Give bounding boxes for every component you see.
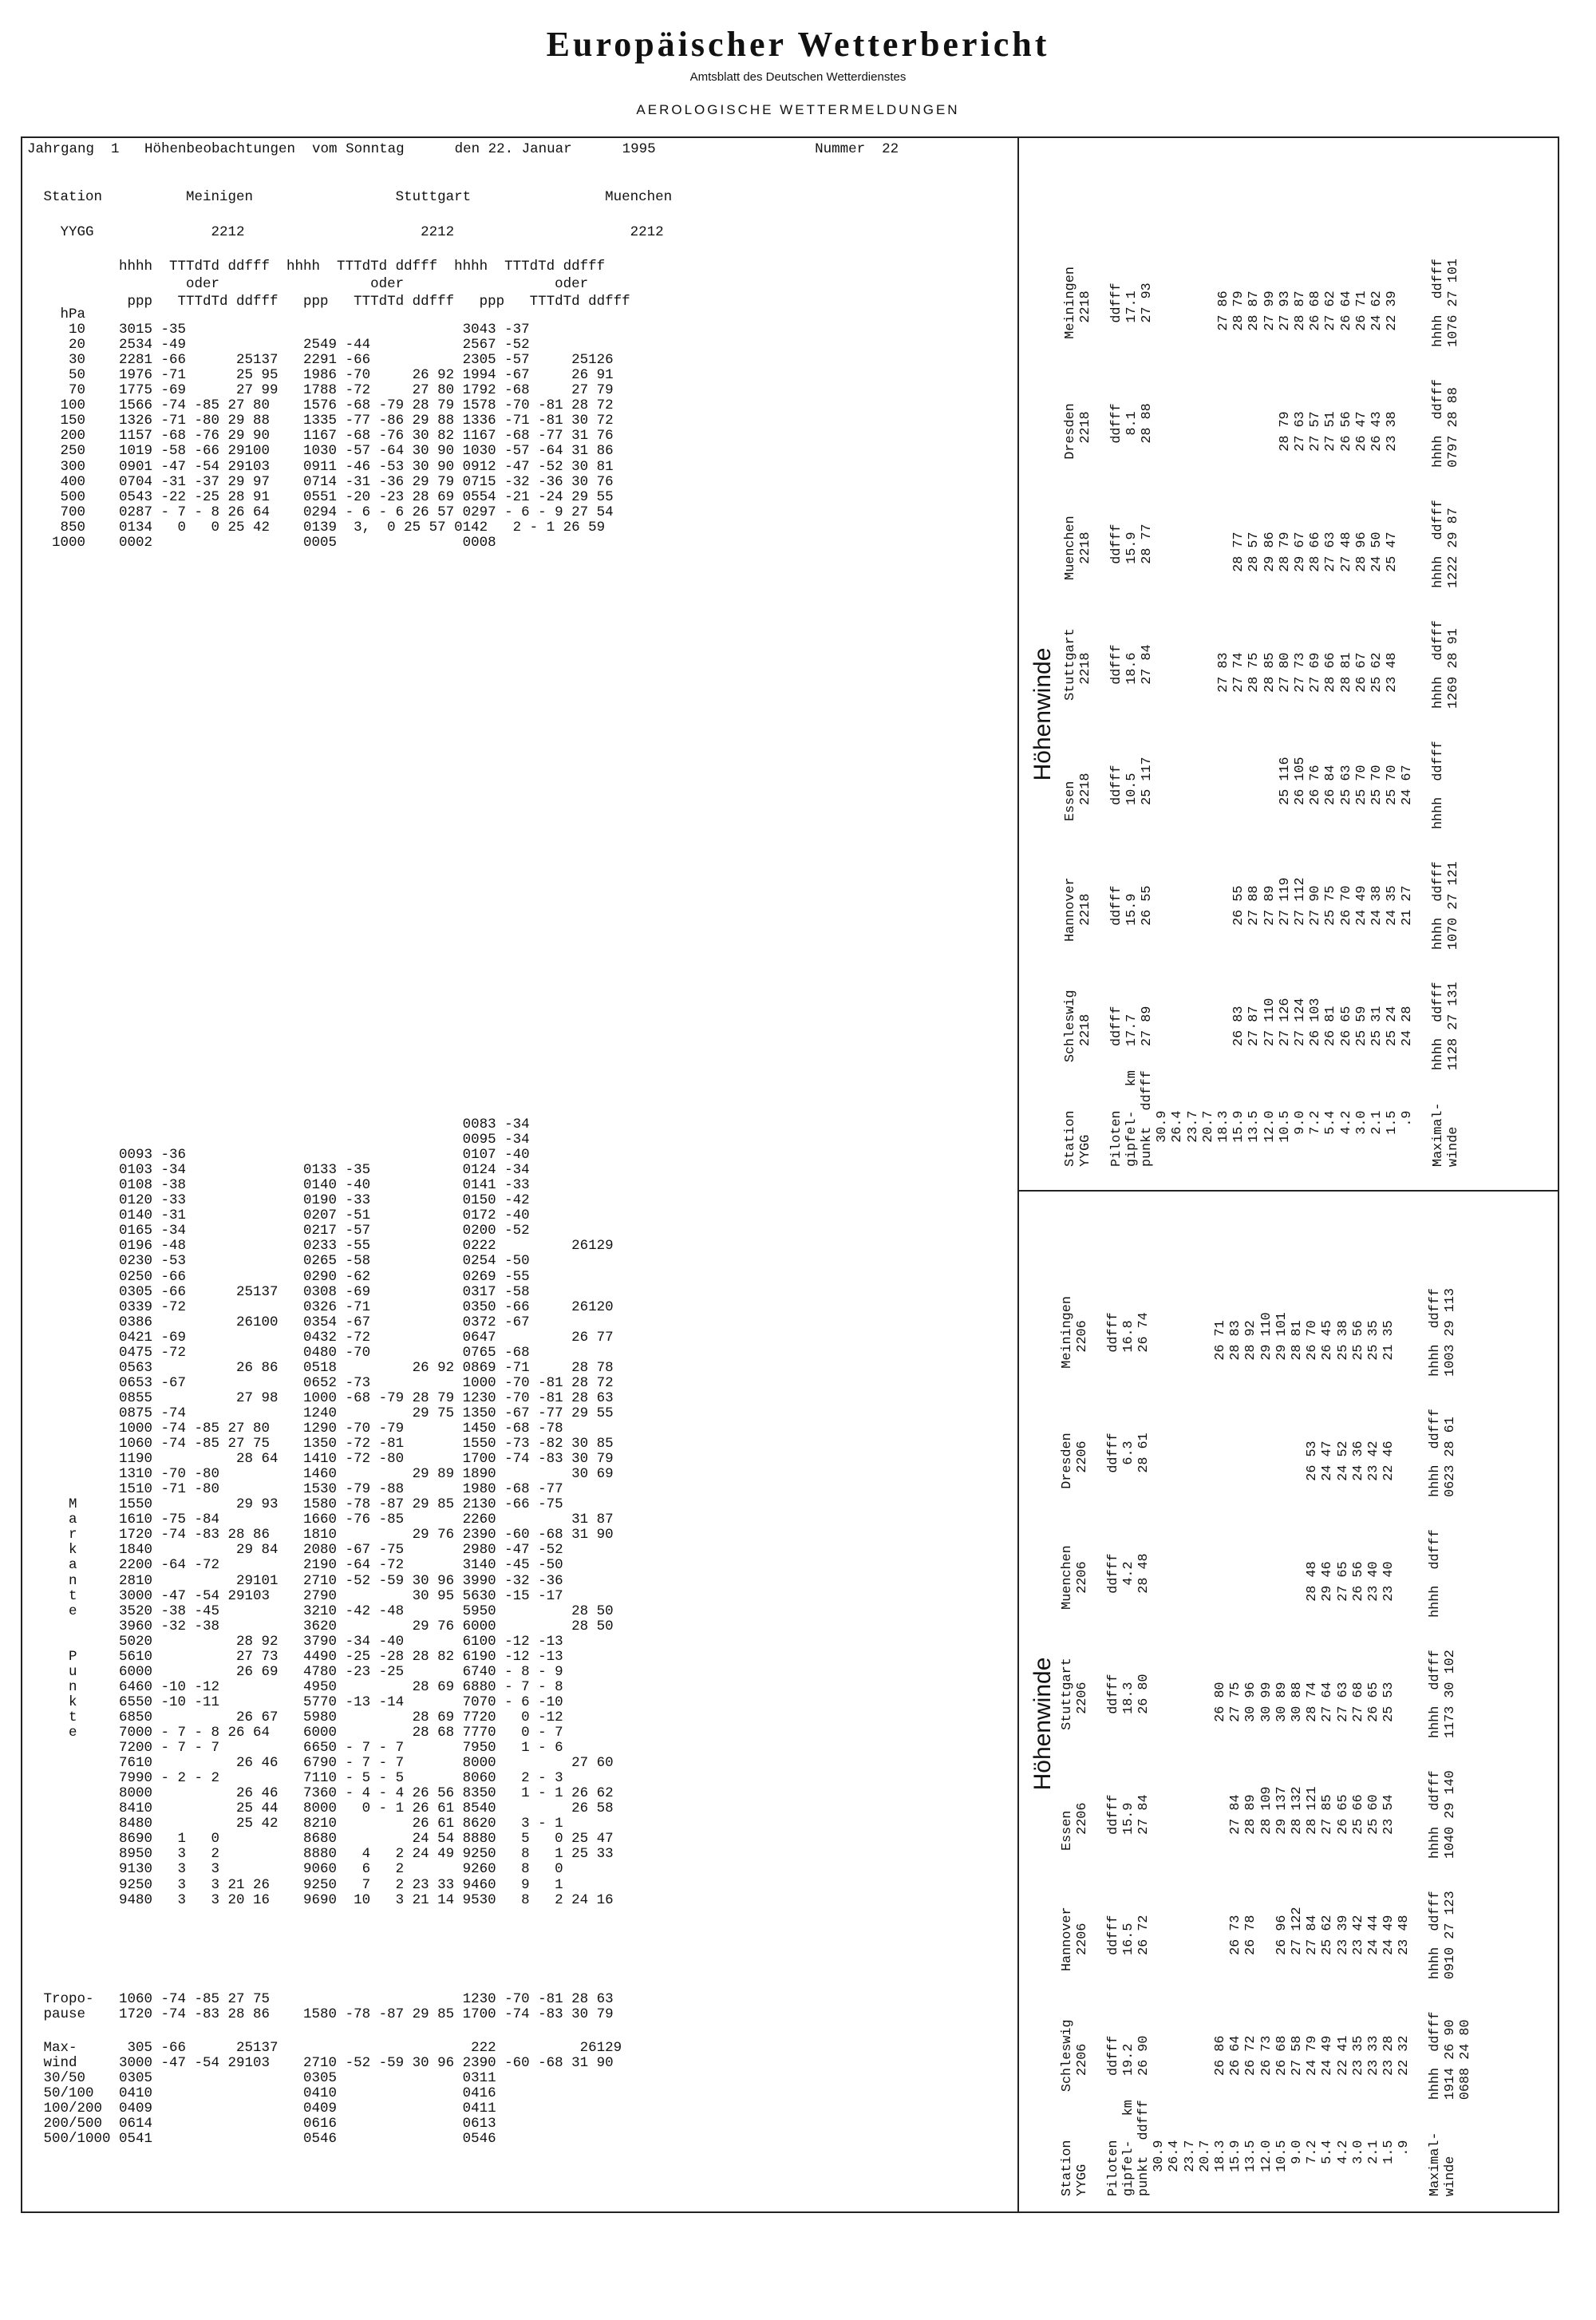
text-line: r 1720 -74 -83 28 86 1810 29 76 2390 -60 -68 31 90 <box>35 1527 614 1543</box>
text-line: 8950 3 2 8880 4 2 24 49 9250 8 1 25 33 <box>35 1846 614 1863</box>
text-line: k 6550 -10 -11 5770 -13 -14 7070 - 6 -10 <box>35 1694 563 1710</box>
text-line: Station Meinigen Stuttgart Muenchen <box>35 189 673 205</box>
text-line: 150 1326 -71 -80 29 88 1335 -77 -86 29 88 1336 -71 -81 30 72 <box>35 413 614 429</box>
text-line: 7200 - 7 - 7 6650 - 7 - 7 7950 1 - 6 <box>35 1740 563 1757</box>
text-line: k 1840 29 84 2080 -67 -75 2980 -47 -52 <box>35 1542 563 1559</box>
text-line: 200/500 0614 0616 0613 <box>35 2116 496 2132</box>
text-line: P 5610 27 73 4490 -25 -28 28 82 6190 -12 -13 <box>35 1648 563 1665</box>
wind-row: 10.5 27 126 27 119 25 116 27 80 28 79 28 79 27 93 <box>1277 290 1293 1167</box>
text-line: u 6000 26 69 4780 -23 -25 6740 - 8 - 9 <box>35 1663 563 1680</box>
text-line: 0165 -34 0217 -57 0200 -52 <box>35 1223 530 1239</box>
wind-row: 23.7 <box>1182 2140 1198 2196</box>
wind-row: winde 1914 26 90 0910 27 123 1040 29 140 1173 30 102 0623 28 61 1003 29 113 <box>1443 1288 1458 2196</box>
upper-panel-label: Höhenwinde <box>1029 647 1056 781</box>
text-line: 0196 -48 0233 -55 0222 26129 <box>35 1238 614 1255</box>
wind-row: Station Schleswig Hannover Essen Stuttgart Muenchen Dresden Meiningen <box>1060 1296 1075 2196</box>
wind-row: Maximal- hhhh ddfff hhhh ddfff hhhh ddfff hhhh ddfff hhhh ddfff hhhh ddfff hhhh ddfff <box>1430 259 1446 1167</box>
text-line: 0855 27 98 1000 -68 -79 28 79 1230 -70 -81 28 63 <box>35 1389 614 1406</box>
wind-row: 12.0 27 110 27 89 28 85 29 86 27 99 <box>1262 290 1278 1167</box>
text-line: wind 3000 -47 -54 29103 2710 -52 -59 30 96 2390 -60 -68 31 90 <box>35 2055 614 2072</box>
report-title: Europäischer Wetterbericht <box>546 25 1050 64</box>
text-line: 30 2281 -66 25137 2291 -66 2305 -57 25126 <box>35 352 614 369</box>
text-line: 0093 -36 0107 -40 <box>35 1147 530 1164</box>
wind-row: 4.2 22 41 23 39 26 65 27 63 27 65 24 52 25 38 <box>1335 1320 1351 2196</box>
text-line: 8000 26 46 7360 - 4 - 4 26 56 8350 1 - 1 26 62 <box>35 1785 614 1802</box>
wind-row: 15.9 26 83 26 55 27 74 28 77 28 79 <box>1231 290 1247 1167</box>
text-line: 0083 -34 <box>35 1117 530 1132</box>
wind-row: 12.0 26 73 28 109 30 99 29 110 <box>1258 1312 1274 2196</box>
text-line: 300 0901 -47 -54 29103 0911 -46 -53 30 90 0912 -47 -52 30 81 <box>35 458 614 475</box>
wind-row: 23.7 <box>1185 1110 1201 1167</box>
wind-row: 20.7 <box>1197 2140 1213 2196</box>
wind-row: 1.5 25 24 24 35 25 70 23 48 25 47 23 38 22 39 <box>1385 290 1400 1167</box>
text-line: 0120 -33 0190 -33 0150 -42 <box>35 1192 530 1209</box>
text-line: 8480 25 42 8210 26 61 8620 3 - 1 <box>35 1816 563 1832</box>
text-line: 0475 -72 0480 -70 0765 -68 <box>35 1344 530 1361</box>
text-line: 0095 -34 <box>35 1132 530 1148</box>
text-line: 1000 -74 -85 27 80 1290 -70 -79 1450 -68 -78 <box>35 1421 563 1437</box>
wind-row: .9 22 32 23 48 <box>1396 1915 1412 2196</box>
text-line: pause 1720 -74 -83 28 86 1580 -78 -87 29 85 1700 -74 -83 30 79 <box>35 2006 614 2023</box>
text-line: 0108 -38 0140 -40 0141 -33 <box>35 1177 530 1194</box>
text-line: YYGG 2212 2212 2212 <box>35 223 664 240</box>
text-line: 500 0543 -22 -25 28 91 0551 -20 -23 28 69 0554 -21 -24 29 55 <box>35 488 614 505</box>
text-line: a 2200 -64 -72 2190 -64 -72 3140 -45 -50 <box>35 1557 563 1574</box>
text-line: 0305 -66 25137 0308 -69 0317 -58 <box>35 1283 530 1300</box>
text-line: t 6850 26 67 5980 28 69 7720 0 -12 <box>35 1709 563 1725</box>
text-line: e 7000 - 7 - 8 26 64 6000 28 68 7770 0 - 7 <box>35 1725 563 1741</box>
section-title: AEROLOGISCHE WETTERMELDUNGEN <box>636 102 960 117</box>
wind-row: 3.0 25 59 24 49 25 70 26 67 28 96 26 47 26 71 <box>1353 290 1369 1167</box>
wind-row: 7.2 24 79 27 84 28 121 28 74 28 48 26 53 26 70 <box>1305 1320 1321 2196</box>
wind-row: punkt ddfff 26 90 26 72 27 84 26 80 28 48 28 61 26 74 <box>1136 1312 1152 2196</box>
column-divider <box>1017 136 1019 2213</box>
wind-row: 3.0 23 35 23 42 25 66 27 68 26 56 24 36 25 56 <box>1350 1320 1366 2196</box>
text-line: 250 1019 -58 -66 29100 1030 -57 -64 30 90 1030 -57 -64 31 86 <box>35 443 614 460</box>
text-line: 1510 -71 -80 1530 -79 -88 1980 -68 -77 <box>35 1481 563 1498</box>
wind-row: 13.5 26 72 26 78 28 89 30 96 28 92 <box>1243 1320 1259 2196</box>
wind-row: Maximal- hhhh ddfff hhhh ddfff hhhh ddfff hhhh ddfff hhhh ddfff hhhh ddfff hhhh ddfff <box>1427 1288 1443 2196</box>
wind-row: Piloten ddfff ddfff ddfff ddfff ddfff ddfff ddfff <box>1105 1312 1121 2196</box>
wind-row: Station Schleswig Hannover Essen Stuttgart Muenchen Dresden Meiningen <box>1063 267 1078 1167</box>
wind-row: 1.5 23 28 24 49 23 54 25 53 23 40 22 46 21 35 <box>1381 1320 1397 2196</box>
text-line: Max- 305 -66 25137 222 26129 <box>35 2040 622 2056</box>
text-line: 9130 3 3 9060 6 2 9260 8 0 <box>35 1861 563 1878</box>
text-line: 0250 -66 0290 -62 0269 -55 <box>35 1268 530 1285</box>
text-line: 850 0134 0 0 25 42 0139 3, 0 25 57 0142 2 - 1 26 59 <box>35 519 606 536</box>
text-line: 500/1000 0541 0546 0546 <box>35 2131 496 2148</box>
wind-row: 0688 24 80 <box>1458 2019 1474 2196</box>
text-line: 8690 1 0 8680 24 54 8880 5 0 25 47 <box>35 1831 614 1848</box>
wind-row: Piloten ddfff ddfff ddfff ddfff ddfff ddfff ddfff <box>1108 283 1124 1167</box>
text-line: 7610 26 46 6790 - 7 - 7 8000 27 60 <box>35 1755 614 1772</box>
text-line: 10 3015 -35 3043 -37 <box>35 322 530 338</box>
text-line: 0563 26 86 0518 26 92 0869 -71 28 78 <box>35 1359 614 1376</box>
wind-row: gipfel- km 17.7 15.9 10.5 18.6 15.9 8.1 17.1 <box>1124 290 1140 1167</box>
text-line: 400 0704 -31 -37 29 97 0714 -31 -36 29 79 0715 -32 -36 30 76 <box>35 473 614 490</box>
text-line: hhhh TTTdTd ddfff hhhh TTTdTd ddfff hhhh TTTdTd ddfff <box>35 259 606 275</box>
text-line: 0421 -69 0432 -72 0647 26 77 <box>35 1329 614 1346</box>
text-line: oder oder oder <box>35 276 589 292</box>
text-line: 700 0287 - 7 - 8 26 64 0294 - 6 - 6 26 57 0297 - 6 - 9 27 54 <box>35 504 614 520</box>
wind-row: YYGG 2218 2218 2218 2218 2218 2218 2218 <box>1078 290 1094 1167</box>
wind-row: 26.4 <box>1170 1110 1186 1167</box>
wind-row: .9 24 28 21 27 24 67 <box>1400 765 1416 1167</box>
wind-row: winde 1128 27 131 1070 27 121 1269 28 91 1222 29 87 0797 28 88 1076 27 101 <box>1446 259 1461 1167</box>
text-line: 0653 -67 0652 -73 1000 -70 -81 28 72 <box>35 1374 614 1391</box>
text-line: e 3520 -38 -45 3210 -42 -48 5950 28 50 <box>35 1603 614 1619</box>
text-line: 50/100 0410 0410 0416 <box>35 2085 496 2102</box>
text-line: 100 1566 -74 -85 27 80 1576 -68 -79 28 79 1578 -70 -81 28 72 <box>35 397 614 414</box>
text-line: 20 2534 -49 2549 -44 2567 -52 <box>35 337 530 354</box>
wind-row: gipfel- km 19.2 16.5 15.9 18.3 4.2 6.3 16.8 <box>1120 1320 1136 2196</box>
text-line: 1190 28 64 1410 -72 -80 1700 -74 -83 30 79 <box>35 1451 614 1468</box>
wind-row: 15.9 26 64 26 73 27 84 27 75 28 83 <box>1228 1320 1244 2196</box>
wind-row: 9.0 27 58 27 122 28 132 30 88 28 81 <box>1290 1320 1305 2196</box>
text-line: a 1610 -75 -84 1660 -76 -85 2260 31 87 <box>35 1512 614 1528</box>
text-line: 1310 -70 -80 1460 29 89 1890 30 69 <box>35 1466 614 1483</box>
wind-row: 26.4 <box>1167 2140 1183 2196</box>
wind-row: 18.3 27 83 27 86 <box>1216 290 1231 1167</box>
text-line: ppp TTTdTd ddfff ppp TTTdTd ddfff ppp TTTdTd ddfff <box>35 293 630 310</box>
text-line: 0386 26100 0354 -67 0372 -67 <box>35 1314 530 1330</box>
text-line: 0103 -34 0133 -35 0124 -34 <box>35 1162 530 1179</box>
lower-panel-label: Höhenwinde <box>1029 1657 1056 1791</box>
text-line: t 3000 -47 -54 29103 2790 30 95 5630 -15 -17 <box>35 1587 563 1604</box>
text-line: 70 1775 -69 27 99 1788 -72 27 80 1792 -68 27 79 <box>35 382 614 399</box>
text-line: 5020 28 92 3790 -34 -40 6100 -12 -13 <box>35 1633 563 1650</box>
text-line: 200 1157 -68 -76 29 90 1167 -68 -76 30 82 1167 -68 -77 31 76 <box>35 428 614 445</box>
text-line: 8410 25 44 8000 0 - 1 26 61 8540 26 58 <box>35 1800 614 1817</box>
wind-row: YYGG 2206 2206 2206 2206 2206 2206 2206 <box>1075 1320 1091 2196</box>
text-line: 7990 - 2 - 2 7110 - 5 - 5 8060 2 - 3 <box>35 1770 563 1787</box>
text-line: 1000 0002 0005 0008 <box>35 534 496 551</box>
text-line: Tropo- 1060 -74 -85 27 75 1230 -70 -81 28 63 <box>35 1991 614 2007</box>
text-line: 30/50 0305 0305 0311 <box>35 2070 496 2087</box>
text-line: 0140 -31 0207 -51 0172 -40 <box>35 1207 530 1224</box>
wind-row: 2.1 25 31 24 38 25 70 25 62 24 50 26 43 24 62 <box>1369 290 1385 1167</box>
wind-row: 9.0 27 124 27 112 26 105 27 73 29 67 27 63 28 87 <box>1293 290 1308 1167</box>
wind-row: 2.1 23 33 24 44 25 60 26 65 23 40 23 42 25 35 <box>1366 1320 1381 2196</box>
wind-row: 30.9 <box>1155 1110 1171 1167</box>
text-line: 100/200 0409 0409 0411 <box>35 2101 496 2117</box>
text-line: hPa <box>35 306 86 322</box>
wind-row: 20.7 <box>1200 1110 1216 1167</box>
text-line: 0339 -72 0326 -71 0350 -66 26120 <box>35 1298 614 1315</box>
wind-row: 13.5 27 87 27 88 28 75 28 57 28 87 <box>1246 290 1262 1167</box>
wind-row: 4.2 26 65 26 70 25 63 28 81 27 48 26 56 26 64 <box>1338 290 1354 1167</box>
text-line: 0875 -74 1240 29 75 1350 -67 -77 29 55 <box>35 1405 614 1421</box>
wind-row: punkt ddfff 27 89 26 55 25 117 27 84 28 77 28 88 27 93 <box>1140 283 1155 1167</box>
issue-line: Jahrgang 1 Höhenbeobachtungen vom Sonntag den 22. Januar 1995 Nummer 22 <box>27 141 899 157</box>
lower-winds-panel <box>1060 1288 1596 2196</box>
panel-divider <box>1017 1190 1559 1192</box>
text-line: n 6460 -10 -12 4950 28 69 6880 - 7 - 8 <box>35 1678 563 1695</box>
text-line: 9480 3 3 20 16 9690 10 3 21 14 9530 8 2 24 16 <box>35 1891 614 1908</box>
text-line: 0230 -53 0265 -58 0254 -50 <box>35 1253 530 1270</box>
upper-winds-panel <box>1063 259 1596 1167</box>
text-line: n 2810 29101 2710 -52 -59 30 96 3990 -32 -36 <box>35 1572 563 1589</box>
wind-row: 30.9 <box>1152 2140 1167 2196</box>
text-line: 3960 -32 -38 3620 29 76 6000 28 50 <box>35 1618 614 1634</box>
text-line: 1060 -74 -85 27 75 1350 -72 -81 1550 -73 -82 30 85 <box>35 1436 614 1452</box>
wind-row: 5.4 26 81 25 75 26 84 28 66 27 63 27 51 27 62 <box>1323 290 1339 1167</box>
text-line: 50 1976 -71 25 95 1986 -70 26 92 1994 -67 26 91 <box>35 367 614 384</box>
text-line: 9250 3 3 21 26 9250 7 2 23 33 9460 9 1 <box>35 1876 563 1893</box>
wind-row: 10.5 26 68 26 96 29 137 30 89 29 101 <box>1274 1312 1290 2196</box>
wind-row: 7.2 26 103 27 90 26 76 27 69 28 66 27 57 26 68 <box>1308 290 1324 1167</box>
wind-row: 5.4 24 49 25 62 27 85 27 64 29 46 24 47 26 45 <box>1320 1320 1336 2196</box>
text-line: M 1550 29 93 1580 -78 -87 29 85 2130 -66 -75 <box>35 1496 563 1513</box>
report-subtitle: Amtsblatt des Deutschen Wetterdienstes <box>689 70 907 84</box>
wind-row: 18.3 26 86 26 80 26 71 <box>1213 1320 1228 2196</box>
